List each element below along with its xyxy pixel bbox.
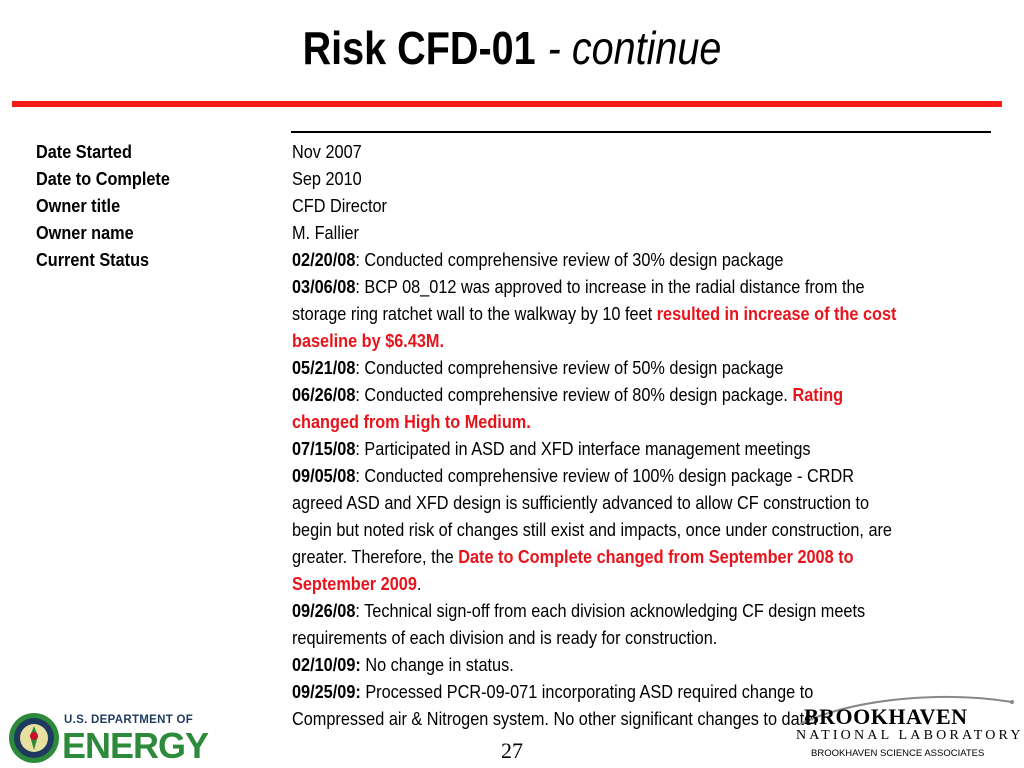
status-log	[292, 246, 992, 732]
title-main: Risk CFD-01	[302, 22, 536, 74]
status-line	[292, 516, 908, 543]
status-date: 02/20/08	[292, 249, 356, 270]
bnl-name-text: BROOKHAVEN	[804, 704, 968, 729]
status-line	[292, 435, 908, 462]
status-text: No change in status.	[360, 654, 514, 675]
status-line	[292, 570, 908, 597]
status-text: requirements of each division and is ready for construction.	[292, 627, 718, 648]
status-line	[292, 597, 908, 624]
status-highlight: September 2009	[292, 573, 417, 594]
status-highlight: changed from High to Medium.	[292, 411, 531, 432]
status-line	[292, 408, 908, 435]
status-line	[292, 651, 908, 678]
status-date: 07/15/08	[292, 438, 356, 459]
status-date: 09/25/09:	[292, 681, 361, 702]
value-owner-name: M. Fallier	[292, 222, 359, 243]
value-date-to-complete: Sep 2010	[292, 168, 362, 189]
doe-energy-text: ENERGY	[62, 725, 209, 766]
status-date: 06/26/08	[292, 384, 356, 405]
status-highlight: Rating	[792, 384, 844, 405]
value-owner-title: CFD Director	[292, 195, 387, 216]
status-highlight: resulted in increase of the cost	[656, 303, 897, 324]
status-line	[292, 624, 908, 651]
bnl-lab-text: NATIONAL LABORATORY	[796, 728, 1024, 743]
status-line	[292, 327, 908, 354]
label-date-to-complete: Date to Complete	[36, 168, 170, 189]
status-text: .	[416, 573, 422, 594]
status-highlight: Date to Complete changed from September 2008 to	[458, 546, 854, 567]
status-line	[292, 273, 908, 300]
status-date: 03/06/08	[292, 276, 356, 297]
status-text: : Participated in ASD and XFD interface management meetings	[355, 438, 811, 459]
status-line	[292, 354, 908, 381]
status-date: 09/26/08	[292, 600, 356, 621]
status-text: : Conducted comprehensive review of 50% design package	[355, 357, 784, 378]
label-owner-name: Owner name	[36, 222, 134, 243]
field-labels	[36, 138, 188, 273]
status-text: Processed PCR-09-071 incorporating ASD required change to	[360, 681, 814, 702]
status-text: : Conducted comprehensive review of 30% design package	[355, 249, 784, 270]
status-line	[292, 300, 908, 327]
label-owner-title: Owner title	[36, 195, 121, 216]
doe-dept-text: U.S. DEPARTMENT OF	[64, 714, 194, 726]
status-text: Compressed air & Nitrogen system. No other significant changes to date.	[292, 708, 818, 729]
status-text: : Conducted comprehensive review of 100% design package - CRDR	[355, 465, 854, 486]
field-values	[292, 138, 992, 732]
value-date-started: Nov 2007	[292, 141, 362, 162]
status-text: : Technical sign-off from each division acknowledging CF design meets	[355, 600, 866, 621]
bnl-associates-text: BROOKHAVEN SCIENCE ASSOCIATES	[811, 748, 985, 759]
value-column-rule	[291, 131, 991, 133]
page-number: 27	[501, 738, 523, 763]
status-line	[292, 381, 908, 408]
status-text: greater. Therefore, the	[292, 546, 459, 567]
status-text: : Conducted comprehensive review of 80% design package.	[355, 384, 793, 405]
label-date-started: Date Started	[36, 141, 132, 162]
status-line	[292, 246, 908, 273]
status-date: 05/21/08	[292, 357, 356, 378]
brookhaven-logo	[780, 690, 1024, 766]
status-line	[292, 462, 908, 489]
status-line	[292, 543, 908, 570]
status-highlight: baseline by $6.43M.	[292, 330, 445, 351]
status-line	[292, 489, 908, 516]
doe-logo	[8, 710, 218, 766]
status-text: begin but noted risk of changes still exist and impacts, once under construction, are	[292, 519, 892, 540]
slide-title	[72, 22, 953, 74]
status-text: agreed ASD and XFD design is sufficiently advanced to allow CF construction to	[292, 492, 870, 513]
title-underline	[12, 101, 1002, 107]
doe-seal-icon	[8, 712, 60, 764]
status-text: storage ring ratchet wall to the walkway by 10 feet	[292, 303, 657, 324]
title-suffix: - continue	[547, 22, 722, 74]
label-current-status: Current Status	[36, 249, 150, 270]
status-date: 09/05/08	[292, 465, 356, 486]
status-text: : BCP 08_012 was approved to increase in the radial distance from the	[355, 276, 865, 297]
status-date: 02/10/09:	[292, 654, 361, 675]
